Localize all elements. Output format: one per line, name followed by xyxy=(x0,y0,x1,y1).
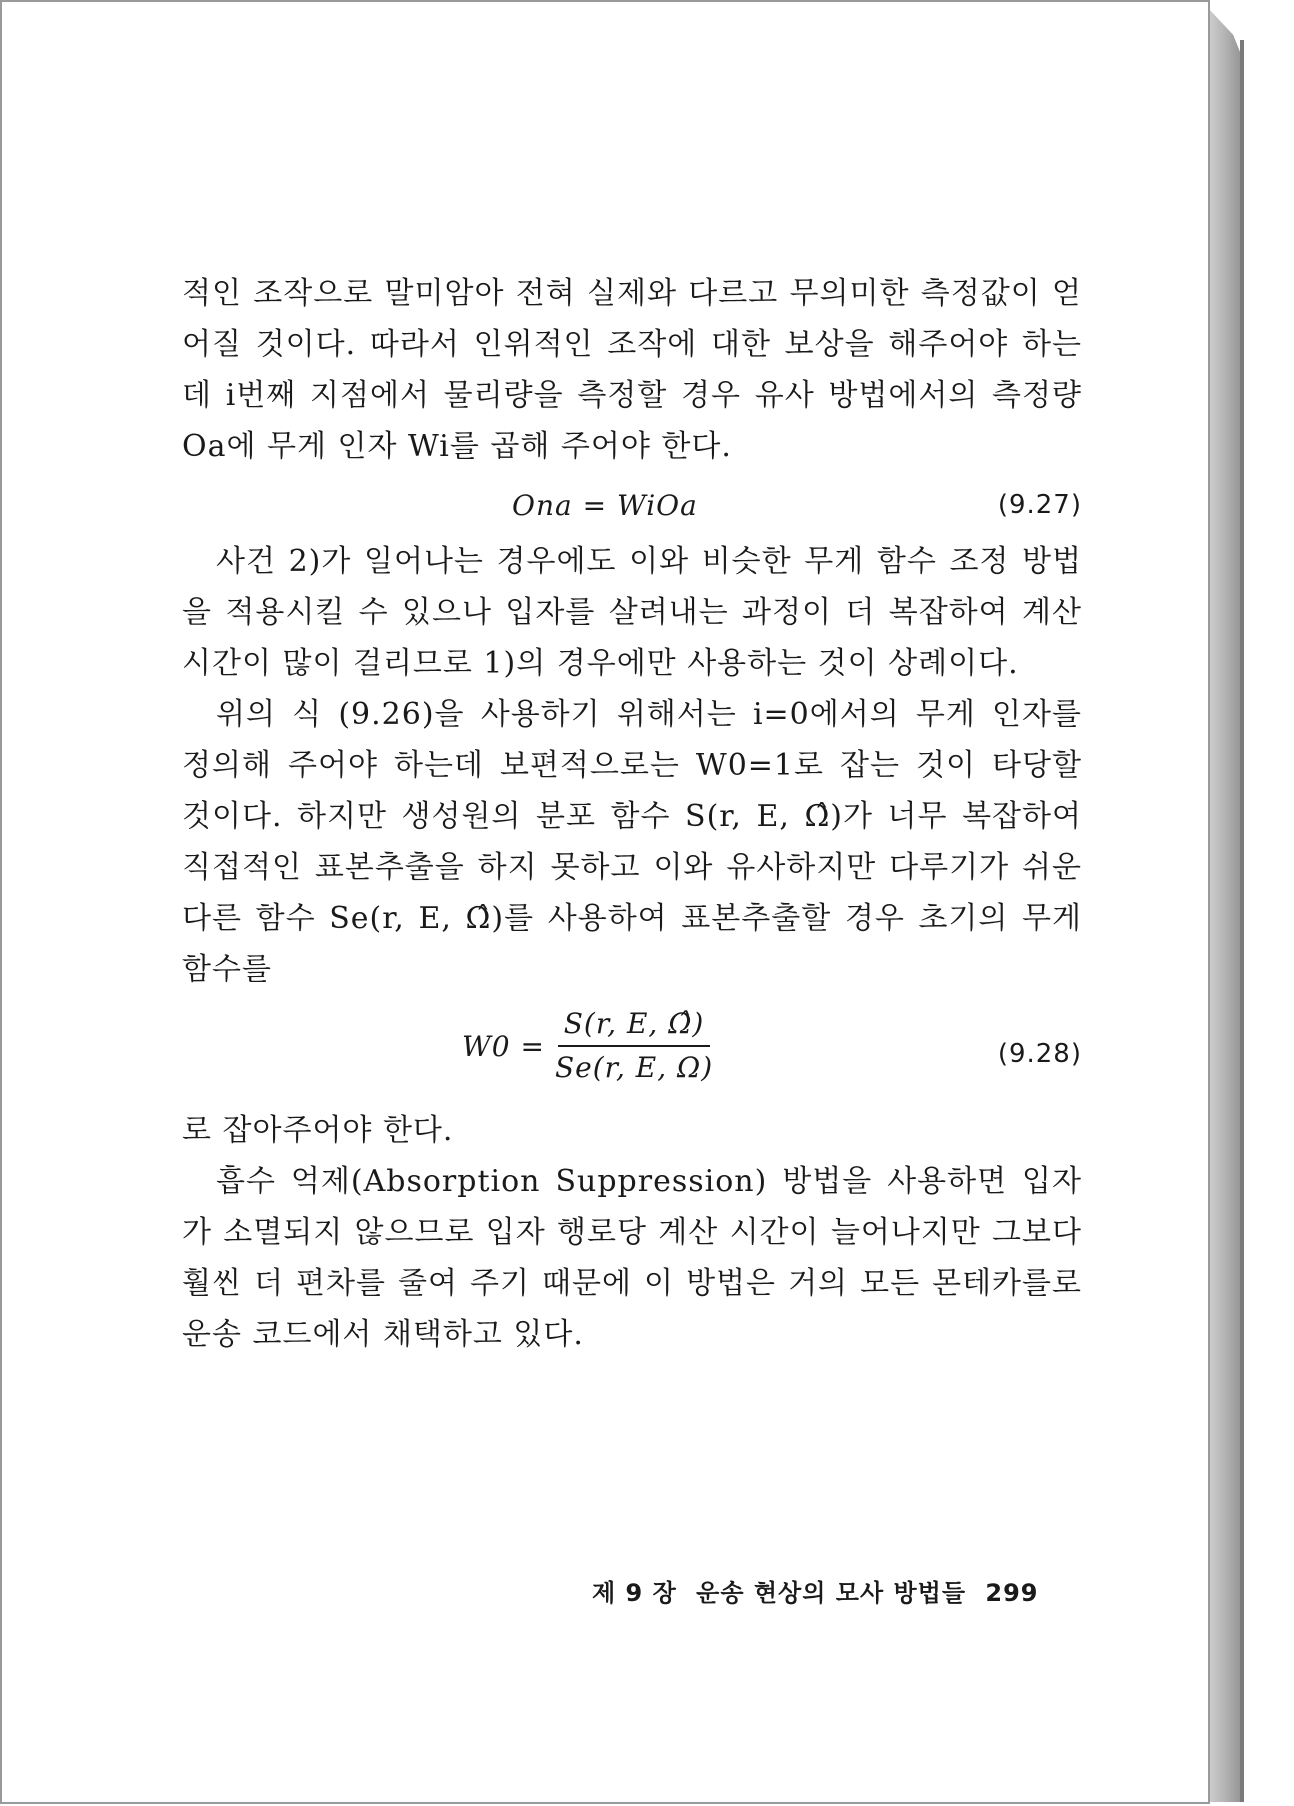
equation-9-28-numerator: S(r, E, Ω̂) xyxy=(558,1005,711,1047)
page-body xyxy=(182,268,1082,1360)
paragraph-1: 적인 조작으로 말미암아 전혀 실제와 다르고 무의미한 측정값이 얻어질 것이다. 따라서 인위적인 조작에 대한 보상을 해주어야 하는데 i번째 지점에서 물리량을 측정할 경우 유사 방법에서의 측정량 Oa에 무게 인자 Wi를 곱해 주어야 한다. xyxy=(182,276,1082,464)
equation-9-28-denominator: Se(r, E, Ω) xyxy=(554,1051,714,1084)
equation-9-27 xyxy=(182,476,1082,536)
paragraph-4: 로 잡아주어야 한다. xyxy=(182,1113,454,1148)
page-edge-line xyxy=(1240,40,1244,1802)
equation-9-27-number: (9.27) xyxy=(997,490,1082,520)
paragraph-5: 흡수 억제(Absorption Suppression) 방법을 사용하면 입자가 소멸되지 않으므로 입자 행로당 계산 시간이 늘어나지만 그보다 훨씬 더 편차를 줄여 주기 때문에 이 방법은 거의 모든 몬테카를로 운송 코드에서 채택하고 있다. xyxy=(182,1164,1082,1352)
page-edge-shadow xyxy=(1208,8,1244,1802)
equation-9-28 xyxy=(182,1005,1082,1105)
paragraph-2: 사건 2)가 일어나는 경우에도 이와 비슷한 무게 함수 조정 방법을 적용시킬 수 있으나 입자를 살려내는 과정이 더 복잡하여 계산 시간이 많이 걸리므로 1)의 경우에만 사용하는 것이 상례이다. xyxy=(182,544,1082,681)
footer-chapter: 제 9 장 xyxy=(592,1579,677,1607)
equation-9-28-lhs: W0 = xyxy=(462,1029,545,1063)
page-footer xyxy=(592,1573,1062,1608)
paragraph-3: 위의 식 (9.26)을 사용하기 위해서는 i=0에서의 무게 인자를 정의해 주어야 하는데 보편적으로는 W0=1로 잡는 것이 타당할 것이다. 하지만 생성원의 분포 함수 S(r, E, Ω̂)가 너무 복잡하여 직접적인 표본추출을 하지 못하고 이와 유사하지만 다루기가 쉬운 다른 함수 Se(r, E, Ω̂)를 사용하여 표본추출할 경우 초기의 무게 함수를 xyxy=(182,697,1082,987)
equation-9-27-formula: Ona = WiOa xyxy=(512,489,698,522)
footer-title: 운송 현상의 모사 방법들 xyxy=(696,1579,967,1607)
equation-9-28-fraction xyxy=(462,1005,719,1087)
footer-page-number: 299 xyxy=(985,1579,1039,1607)
fraction-box xyxy=(549,1005,719,1087)
equation-9-28-number: (9.28) xyxy=(997,1039,1082,1069)
